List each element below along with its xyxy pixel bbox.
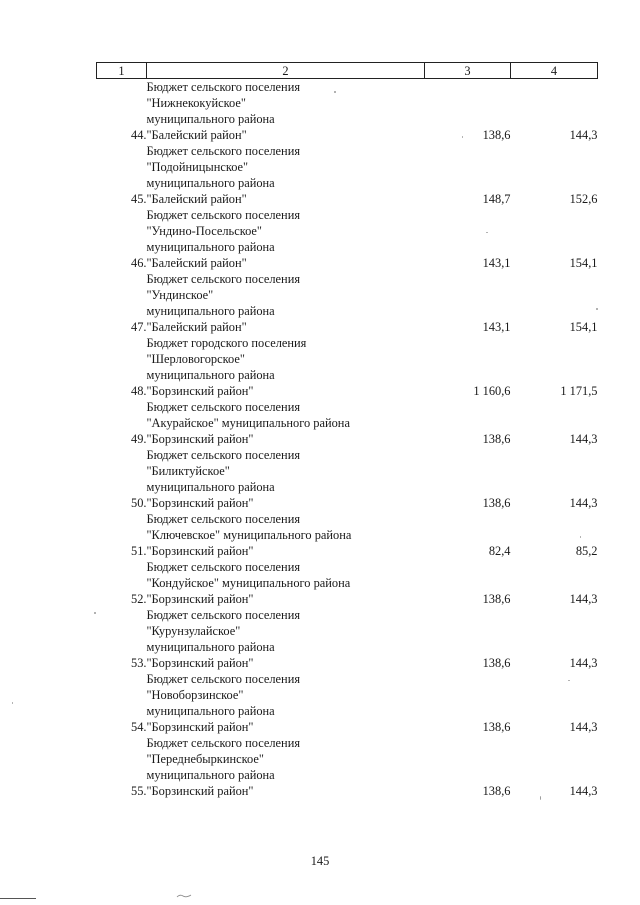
scan-speck (540, 796, 541, 800)
budget-name-line: "Борзинский район" (146, 656, 254, 670)
row-number: 50. (131, 496, 147, 510)
budget-name-line: "Переднебыркинское" (146, 752, 264, 766)
value-col-3: 138,6 (482, 128, 511, 142)
budget-name-line: муниципального района (146, 368, 275, 382)
column-header-1: 1 (97, 63, 147, 79)
value-col-3: 82,4 (488, 544, 511, 558)
row-number: 49. (131, 432, 147, 446)
table-header-row (97, 63, 598, 79)
scan-speck (596, 308, 598, 310)
value-col-3: 138,6 (482, 592, 511, 606)
budget-name-line: "Борзинский район" (146, 784, 254, 798)
value-col-4: 85,2 (575, 544, 598, 558)
row-number: 52. (131, 592, 147, 606)
budget-name-line: "Борзинский район" (146, 720, 254, 734)
table-row (97, 271, 598, 335)
table-row (97, 559, 598, 607)
scan-mark (176, 893, 192, 899)
budget-name-line: муниципального района (146, 304, 275, 318)
budget-name-line: Бюджет сельского поселения (146, 448, 301, 462)
budget-name-line: Бюджет городского поселения (146, 336, 307, 350)
scan-speck (568, 680, 570, 681)
column-header-4: 4 (511, 63, 598, 79)
value-col-3: 1 160,6 (473, 384, 511, 398)
value-col-4: 144,3 (569, 720, 598, 734)
value-col-3: 138,6 (482, 656, 511, 670)
budget-name (147, 143, 425, 207)
budget-name-line: Бюджет сельского поселения (146, 512, 301, 526)
budget-name-line: Бюджет сельского поселения (146, 80, 301, 94)
budget-name-line: "Акурайское" муниципального района (146, 416, 350, 430)
budget-name-line: "Нижнекокуйское" (146, 96, 246, 110)
scan-speck (12, 702, 13, 704)
budget-name-line: "Ундинское" (146, 288, 214, 302)
budget-name-line: муниципального района (146, 176, 275, 190)
row-number: 45. (131, 192, 147, 206)
table-row (97, 511, 598, 559)
value-col-3: 148,7 (482, 192, 511, 206)
budget-name (147, 511, 425, 559)
budget-name-line: Бюджет сельского поселения (146, 208, 301, 222)
budget-name-line: муниципального района (146, 480, 275, 494)
column-header-2: 2 (147, 63, 425, 79)
budget-name-line: "Курунзулайское" (146, 624, 241, 638)
row-number: 44. (131, 128, 147, 142)
value-col-4: 144,3 (569, 784, 598, 798)
scan-speck (334, 91, 336, 93)
budget-name (147, 447, 425, 511)
table-row (97, 735, 598, 799)
row-number: 54. (131, 720, 147, 734)
value-col-4: 144,3 (569, 656, 598, 670)
budget-name-line: Бюджет сельского поселения (146, 672, 301, 686)
budget-name-line: муниципального района (146, 768, 275, 782)
row-number: 55. (131, 784, 147, 798)
table-row (97, 671, 598, 735)
budget-table (96, 62, 598, 799)
table-row (97, 207, 598, 271)
value-col-3: 143,1 (482, 320, 511, 334)
value-col-4: 154,1 (569, 320, 598, 334)
budget-name-line: "Биликтуйское" (146, 464, 230, 478)
value-col-3: 138,6 (482, 720, 511, 734)
budget-name (147, 399, 425, 447)
scan-speck (486, 232, 488, 233)
table-row (97, 143, 598, 207)
budget-name-line: "Балейский район" (146, 320, 247, 334)
budget-name-line: "Ундино-Посельское" (146, 224, 262, 238)
table-row (97, 79, 598, 144)
budget-name (147, 335, 425, 399)
budget-name-line: "Кондуйское" муниципального района (146, 576, 351, 590)
budget-name-line: "Балейский район" (146, 256, 247, 270)
value-col-4: 144,3 (569, 432, 598, 446)
budget-name (147, 607, 425, 671)
budget-name-line: Бюджет сельского поселения (146, 272, 301, 286)
value-col-3: 138,6 (482, 432, 511, 446)
value-col-4: 154,1 (569, 256, 598, 270)
scan-speck (580, 536, 581, 538)
page-number: 145 (310, 854, 330, 868)
column-header-3: 3 (425, 63, 511, 79)
budget-name-line: "Шерловогорское" (146, 352, 245, 366)
budget-name-line: муниципального района (146, 704, 275, 718)
value-col-4: 144,3 (569, 592, 598, 606)
budget-name (147, 735, 425, 799)
value-col-3: 138,6 (482, 784, 511, 798)
budget-name-line: "Борзинский район" (146, 384, 254, 398)
row-number: 47. (131, 320, 147, 334)
budget-name-line: Бюджет сельского поселения (146, 608, 301, 622)
budget-name-line: "Балейский район" (146, 192, 247, 206)
table-row (97, 447, 598, 511)
budget-name (147, 671, 425, 735)
table-body (97, 79, 598, 800)
value-col-3: 138,6 (482, 496, 511, 510)
budget-name-line: "Новоборзинское" (146, 688, 244, 702)
value-col-4: 144,3 (569, 128, 598, 142)
budget-name-line: "Борзинский район" (146, 496, 254, 510)
row-number: 51. (131, 544, 147, 558)
budget-name-line: Бюджет сельского поселения (146, 560, 301, 574)
table-row (97, 335, 598, 399)
value-col-3: 143,1 (482, 256, 511, 270)
budget-name (147, 207, 425, 271)
budget-name-line: "Ключевское" муниципального района (146, 528, 352, 542)
table-row (97, 399, 598, 447)
budget-name-line: Бюджет сельского поселения (146, 736, 301, 750)
budget-name-line: Бюджет сельского поселения (146, 400, 301, 414)
scan-edge-line (0, 898, 36, 899)
budget-name (147, 271, 425, 335)
budget-name-line: "Борзинский район" (146, 592, 254, 606)
budget-name-line: "Подойницынское" (146, 160, 249, 174)
budget-name (147, 559, 425, 607)
value-col-4: 1 171,5 (560, 384, 598, 398)
budget-name-line: "Борзинский район" (146, 544, 254, 558)
row-number: 53. (131, 656, 147, 670)
budget-name-line: Бюджет сельского поселения (146, 144, 301, 158)
budget-name (147, 79, 425, 144)
scan-speck (94, 612, 96, 614)
table-row (97, 607, 598, 671)
row-number: 48. (131, 384, 147, 398)
budget-name-line: муниципального района (146, 240, 275, 254)
budget-name-line: "Борзинский район" (146, 432, 254, 446)
budget-name-line: муниципального района (146, 640, 275, 654)
value-col-4: 144,3 (569, 496, 598, 510)
budget-name-line: муниципального района (146, 112, 275, 126)
budget-name-line: "Балейский район" (146, 128, 247, 142)
value-col-4: 152,6 (569, 192, 598, 206)
row-number: 46. (131, 256, 147, 270)
scan-speck (462, 136, 463, 138)
